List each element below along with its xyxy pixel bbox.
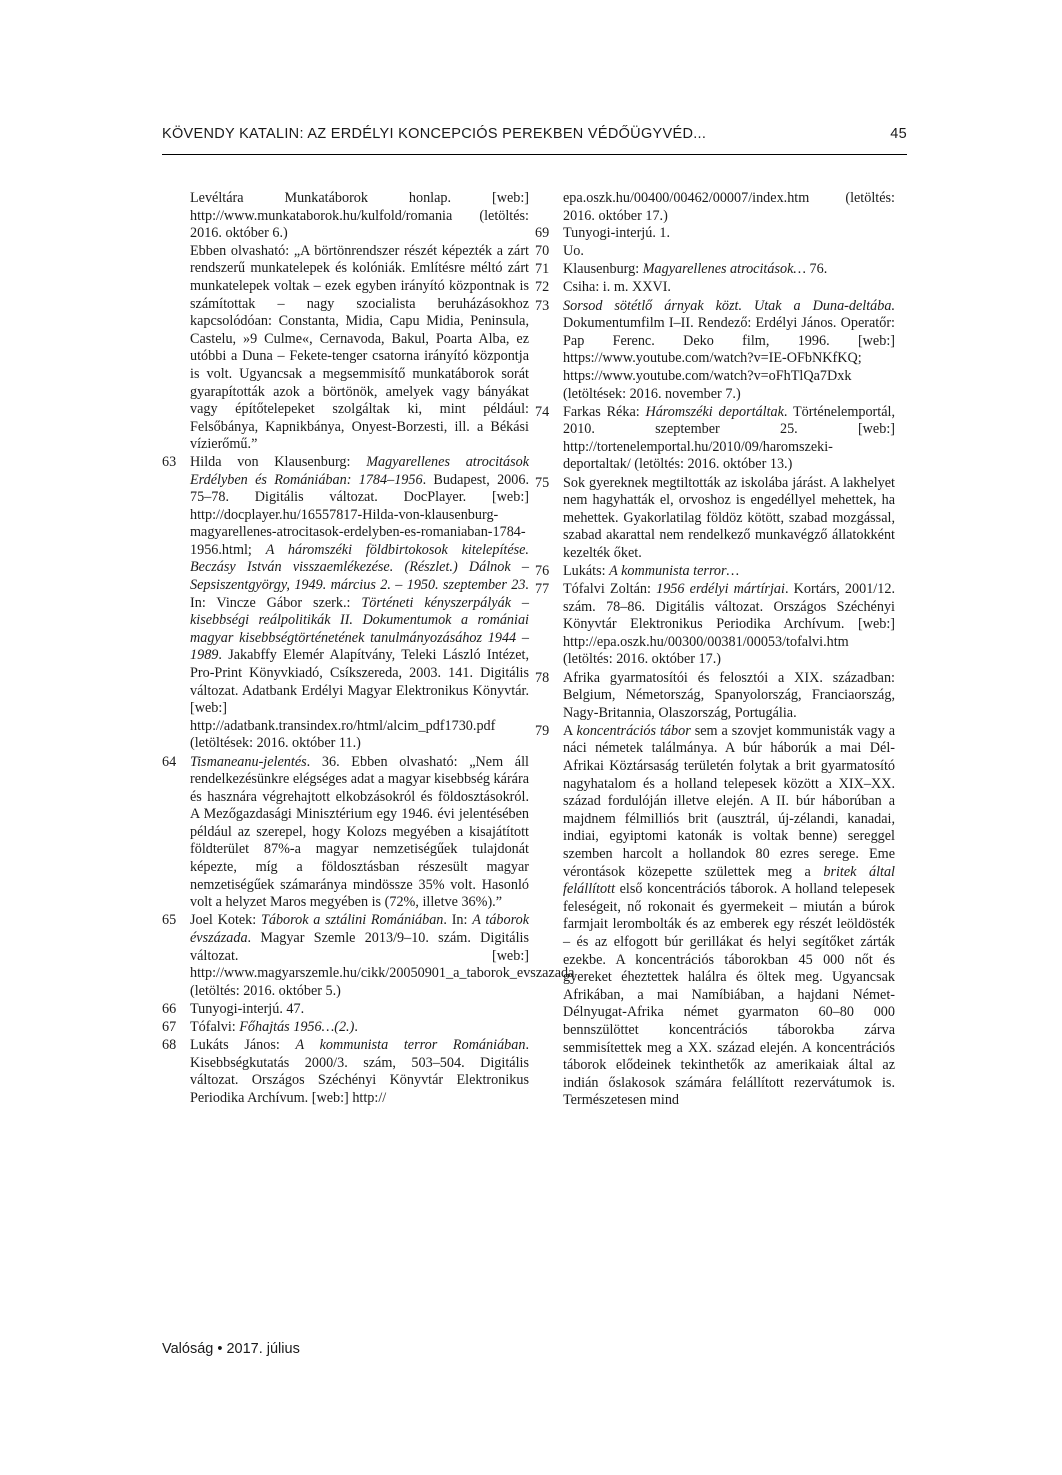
- footnote-73: [535, 298, 895, 404]
- footnote-text: Lukáts János: A kommunista terror Romániában. Kisebbségkutatás 2000/3. szám, 503–504. Digitális változat. Országos Széchényi Könyvtár Elektronikus Periodika Archívum. [web:] http://: [190, 1037, 529, 1106]
- header-rule: [162, 154, 907, 155]
- footnote-64: [162, 754, 529, 912]
- footnote-text: A koncentrációs tábor sem a szovjet kommunisták vagy a náci németek találmánya. A búr háborúk a mai Dél-Afrikai Köztársaság területén folytak a brit gyarmatosító nagyhatalom és a holland telepesek között a XIX–XX. század fordulóján illetve elején. A II. búr háborúban a majdnem félmilliós brit (ausztrál, új-zélandi, kanadai, indiai, egyiptomi katonák is voltak benne) sereggel szemben harcolt a hollandok 80 ezres serege. Eme vérontások közepette születtek meg a britek által felállított első koncentrációs táborok. A holland telepesek feleségeit, nő rokonait és gyermekeit – miután a búrok farmjait lerombolták és az emberek egy részét leöldösték – és az elfogott búr gerillákat és helyi segítőket zárták ezekbe. A koncentrációs táborokban 45 000 nőt és gyereket éheztettek halálra és öltek meg. Ugyancsak Afrikában, a mai Namíbiában, a hajdani Német-Délnyugat-Afrika német gyarmaton 60–80 000 bennszülöttet koncentrációs táborokba zárva semmisítettek meg a XX. század elején. A koncentrációs táborok elődeinek tekinthetők az amerikaiak által az indián őslakosok számára felállított rezervátumok is. Természetesen mind: [563, 722, 895, 1109]
- footnote-text: Joel Kotek: Táborok a sztálini Romániában. In: A táborok évszázada. Magyar Szemle 2013/9–10. szám. Digitális változat. [web:] http://www.magyarszemle.hu/cikk/20050901_a_taborok_evszazada (letöltés: 2016. október 5.): [190, 912, 575, 999]
- running-header: [162, 126, 907, 146]
- footnote-70: [535, 243, 895, 261]
- footnote-number: 79: [535, 722, 550, 739]
- footnote-number: 69: [535, 225, 550, 242]
- footnote-74: [535, 404, 895, 474]
- footnote-69: [535, 225, 895, 243]
- footnote-text: Klausenburg: Magyarellenes atrocitások… 76.: [563, 261, 828, 278]
- footnote-76: [535, 563, 895, 581]
- footnote-number: 64: [162, 753, 177, 770]
- footnote-text: Sorsod sötétlő árnyak közt. Utak a Duna-deltába. Dokumentumfilm I–II. Rendező: Erdélyi János. Operatőr: Pap Ferenc. Deko film, 1996. [web:] https://www.youtube.com/watch?v=IE-OFbNKfKQ; https://www.youtube.com/watch?v=oFhTlQa7Dxk (letöltések: 2016. november 7.): [563, 297, 895, 402]
- footnote-text: Tunyogi-interjú. 1.: [563, 225, 671, 242]
- footnote-number: 73: [535, 297, 550, 314]
- footnote-text: Afrika gyarmatosítói és felosztói a XIX. században: Belgium, Németország, Spanyolország, Franciaország, Nagy-Britannia, Olaszország, Portugália.: [563, 669, 895, 721]
- footnote-number: 68: [162, 1037, 177, 1053]
- footnote-number: 65: [162, 912, 177, 929]
- footnote-63: [162, 454, 529, 753]
- footnote-number: 67: [162, 1018, 177, 1035]
- footnote-text: Tófalvi Zoltán: 1956 erdélyi mártírjai. Kortárs, 2001/12. szám. 78–86. Digitális változat. Országos Széchényi Könyvtár Elektronikus Periodika Archívum. [web:] http://epa.oszk.hu/00300/00381/00053/tofalvi.htm (letöltés: 2016. október 17.): [563, 581, 895, 668]
- footnote-77: [535, 581, 895, 669]
- page-number: 45: [890, 126, 907, 142]
- footnote-number: 76: [535, 562, 550, 579]
- footnote-text: Lukáts: A kommunista terror…: [563, 562, 740, 579]
- footnote-text: Uo.: [563, 243, 584, 260]
- footnote-continuation: Levéltára Munkatáborok honlap. [web:] http://www.munkataborok.hu/kulfold/romania (letöltés: 2016. október 6.): [190, 190, 529, 242]
- footnote-78: [535, 670, 895, 723]
- footnote-72: [535, 279, 895, 297]
- footnote-text: Hilda von Klausenburg: Magyarellenes atrocitások Erdélyben és Romániában: 1784–1956. Budapest, 2006. 75–78. Digitális változat. DocPlayer. [web:] http://docplayer.hu/16557817-Hilda-von-klausenburg-magyarellenes-atrocitasok-erdelyben-es-romaniaban-1784-1956.html; A háromszéki földbirtokosok kitelepítése. Beczásy István visszaemlékezése. (Részlet.) Dálnok – Sepsiszentgyörgy, 1949. március 2. – 1950. szeptember 23. In: Vincze Gábor szerk.: Történeti kényszerpályák – kisebbségi reálpolitikák II. Dokumentumok a romániai magyar kisebbségtörténetének tanulmányozásához 1944 – 1989. Jakabffy Elemér Alapítvány, Teleki László Intézet, Pro-Print Könyvkiadó, Csíkszereda, 2003. 141. Digitális változat. Adatbank Erdélyi Magyar Elektronikus Könyvtár. [web:] http://adatbank.transindex.ro/html/alcim_pdf1730.pdf (letöltések: 2016. október 11.): [190, 453, 530, 752]
- footnote-number: 74: [535, 403, 550, 420]
- footnote-text: Sok gyereknek megtiltották az iskolába járást. A lakhelyet nem hagyhatták el, orvoshoz is engedéllyel mehettek, ha mehettek. Gyakorlatilag földöz kötött, szabad mozgással, szabad akarattal nem rendelkező munkavégző állatokként kezelték őket.: [563, 474, 895, 561]
- footnote-text: Tófalvi: Főhajtás 1956…(2.).: [190, 1018, 358, 1035]
- footnote-number: 63: [162, 453, 177, 470]
- footnote-66: [162, 1001, 529, 1019]
- footnote-number: 66: [162, 1000, 177, 1017]
- footnote-number: 72: [535, 279, 550, 296]
- footnote-65: [162, 912, 575, 1000]
- footnote-text: Farkas Réka: Háromszéki deportáltak. Történelemportál, 2010. szeptember 25. [web:] http://tortenelemportal.hu/2010/09/haromszeki-deportaltak/ (letöltés: 2016. október 13.): [563, 403, 895, 473]
- footnote-68: [162, 1037, 529, 1107]
- running-footer: Valóság • 2017. július: [162, 1341, 300, 1357]
- footnote-67: [162, 1019, 529, 1037]
- right-column: [535, 190, 895, 1110]
- footnote-continuation-quote: Ebben olvasható: „A börtönrendszer részét képezték a zárt rendszerű munkatelepek és kolóniák. Említésre méltó zárt munkatelepek voltak – ezek egyben irányító központnak is számítottak – nagy szocialista beruházásokhoz kapcsolódóan: Constanta, Midia, Capu Midia, Peninsula, Castelu, »9 Culme«, Cernavoda, Bakul, Poarta Alba, ez utóbbi a Duna – Fekete-tenger csatorna irányító központja is volt. Ugyancsak a megsemmisítő munkatáborok sorát gyarapították azok a börtönök, amelyek vagy bányákat vagy építőtelepeket szolgáltak ki, mint például: Felsőbánya, Kapnikbánya, Onyest-Borzesti, ill. a Békási vízierőmű.”: [190, 242, 529, 453]
- footnote-number: 70: [535, 243, 550, 260]
- running-title: KÖVENDY KATALIN: AZ ERDÉLYI KONCEPCIÓS PEREKBEN VÉDŐÜGYVÉD...: [162, 126, 707, 142]
- footnote-number: 78: [535, 669, 550, 686]
- footnote-79: [535, 723, 895, 1110]
- footnote-text: Tunyogi-interjú. 47.: [190, 1000, 305, 1017]
- footnote-number: 77: [535, 581, 550, 598]
- footnote-71: [535, 261, 895, 279]
- footnote-text: Tismaneanu-jelentés. 36. Ebben olvasható: „Nem áll rendelkezésünkre elégséges adat a magyar kisebbség kárára és hasznára végrehajtott elkobzásokról és földosztásokról. A Mezőgazdasági Minisztérium egy 1946. évi jelentésében például az szerepel, hogy Kolozs megyében a kisajátított földterület 87%-a magyar nemzetiségűek tulajdonát képezte, míg a földosztásban részesült magyar nemzetiségűek számaránya mindössze 35% volt. Hasonló volt a helyzet Maros megyében is (72%, illetve 36%).”: [190, 753, 529, 911]
- footnote-number: 75: [535, 474, 550, 491]
- footnote-75: [535, 475, 895, 563]
- footnote-continuation: epa.oszk.hu/00400/00462/00007/index.htm (letöltés: 2016. október 17.): [563, 190, 895, 224]
- footnote-text: Csiha: i. m. XXVI.: [563, 279, 671, 296]
- footnote-number: 71: [535, 261, 550, 278]
